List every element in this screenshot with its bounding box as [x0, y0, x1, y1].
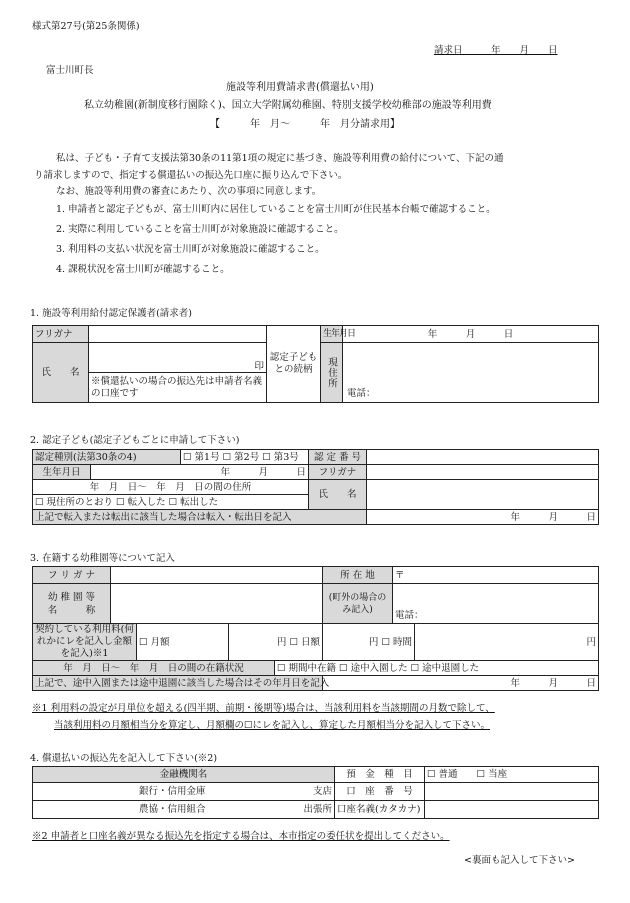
fee-label: 契約している利用料(何れかにレを記入し金額を記入)※1	[33, 624, 137, 661]
kg-name-label: 幼 稚 園 等 名 称	[33, 584, 111, 624]
form-title: 施設等利用費請求書(償還払い用)	[226, 82, 374, 93]
enroll-note: 上記で、途中入園または途中退園に該当した場合はその年月日を記入	[33, 676, 323, 691]
intro-text-1: 私は、子ども・子育て支援法第30条の11第1項の規定に基づき、施設等利用費の給付について、下記の通	[56, 153, 504, 164]
form-subtitle: 私立幼稚園(新制度移行園除く)、国立大学附属幼稚園、特別支援学校幼稚部の施設等利用費	[84, 100, 492, 111]
enroll-period-label: 年 月 日～ 年 月 日の間の在籍状況	[33, 661, 275, 676]
child-birth-label: 生年月日	[33, 465, 91, 480]
addressee: 富士川町長	[46, 65, 94, 76]
fee-month-amount[interactable]: 円 ☐ 日額	[229, 624, 323, 661]
address-label: 現住所	[321, 343, 343, 403]
move-note: 上記で転入または転出に該当した場合は転入・転出日を記入	[33, 510, 367, 525]
section-1-heading: 1. 施設等利用給付認定保護者(請求者)	[30, 308, 192, 319]
cert-number-label: 認 定 番 号	[309, 450, 367, 465]
postal-field[interactable]	[393, 567, 599, 584]
kg-name-field[interactable]	[111, 584, 323, 624]
child-furigana-field[interactable]	[367, 465, 599, 480]
name-label: 氏 名	[33, 343, 89, 403]
kg-address-field[interactable]	[393, 584, 599, 624]
deposit-type-label: 預 金 種 目	[335, 767, 425, 783]
fee-day-amount[interactable]: 円 ☐ 時間	[323, 624, 415, 661]
child-birth-field[interactable]: 年 月 日	[91, 465, 309, 480]
guardian-table	[32, 325, 599, 403]
consent-item: 1. 申請者と認定子どもが、富士川町内に居住していることを富士川町が住民基本台帳で確認すること。	[56, 204, 496, 215]
kg-furigana-field[interactable]	[111, 567, 323, 584]
union-kind-cell[interactable]: 農協・信用組合 出張所	[33, 801, 335, 819]
form-number: 様式第27号(第25条関係)	[32, 21, 140, 32]
account-note: ※償還払いの場合の振込先は申請者名義の口座です	[89, 373, 267, 403]
section-2-heading: 2. 認定子ども(認定子どもごとに申請して下さい)	[30, 435, 240, 446]
deposit-type-options[interactable]: ☐ 普通 ☐ 当座	[425, 767, 599, 783]
period-line: 【 年 月～ 年 月分請求用】	[210, 119, 400, 130]
guardian-birth-field[interactable]: 年 月 日	[343, 326, 599, 343]
kg-tel-label: 電話：	[395, 610, 424, 621]
tel-label: 電話：	[347, 388, 376, 399]
fee-month-option[interactable]: ☐ 月額	[137, 624, 229, 661]
intro-text-2: り請求しますので、指定する償還払いの振込先口座に振り込んで下さい。	[34, 170, 348, 181]
fee-hour-amount[interactable]: 円	[415, 624, 599, 661]
child-table	[32, 449, 599, 525]
location-label: 所 在 地	[323, 567, 393, 584]
address-options[interactable]: ☐ 現住所のとおり ☐ 転入した ☐ 転出した	[33, 495, 309, 510]
kg-furigana-label: フ リ ガ ナ	[33, 567, 111, 584]
consent-item: 4. 課税状況を富士川町が確認すること。	[56, 264, 230, 275]
furigana-label: フリガナ	[33, 326, 89, 343]
cert-type-options[interactable]: ☐ 第1号 ☐ 第2号 ☐ 第3号	[181, 450, 309, 465]
postal-mark: 〒	[395, 569, 405, 581]
bank-name-label: 金融機関名	[33, 767, 335, 783]
account-name-field[interactable]	[425, 801, 599, 819]
intro-text-3: なお、施設等利用費の審査にあたり、次の事項に同意します。	[56, 186, 322, 197]
section-3-heading: 3. 在籍する幼稚園等について記入	[30, 553, 175, 564]
cert-type-label: 認定種別(法第30条の4)	[33, 450, 181, 465]
child-name-label: 氏 名	[309, 480, 367, 510]
cert-number-field[interactable]	[367, 450, 599, 465]
consent-item: 3. 利用料の支払い状況を富士川町が対象施設に確認すること。	[56, 244, 325, 255]
enroll-options[interactable]: ☐ 期間中在籍 ☐ 途中入園した ☐ 途中退園した	[275, 661, 599, 676]
account-number-label: 口 座 番 号	[335, 783, 425, 801]
enroll-date-field[interactable]: 年 月 日	[323, 676, 599, 691]
relation-label: 認定子どもとの続柄	[267, 326, 321, 403]
consent-item: 2. 実際に利用していることを富士川町が対象施設に確認すること。	[56, 224, 344, 235]
birth-label: 生年月日	[321, 326, 343, 343]
outside-note: (町外の場合のみ記入)	[323, 584, 393, 624]
request-date[interactable]: 請求日 年 月 日	[434, 45, 558, 56]
bank-note: ※2 申請者と口座名義が異なる振込先を指定する場合は、本市指定の委任状を提出してください。	[32, 831, 450, 842]
bank-table	[32, 766, 599, 819]
fee-note-1: ※1 利用料の設定が月単位を超える(四半期、前期・後期等)場合は、当該利用料を当該期間の月数で除して、	[32, 703, 495, 714]
guardian-address-field[interactable]	[343, 343, 599, 403]
footer-note: <裏面も記入して下さい>	[464, 855, 575, 866]
fee-note-2: 当該利用料の月額相当分を算定し、月額欄の☐にレを記入し、算定した月額相当分を記入して下さい。	[54, 720, 491, 731]
child-furigana-label: フリガナ	[309, 465, 367, 480]
bank-kind-cell[interactable]: 銀行・信用金庫 支店	[33, 783, 335, 801]
kindergarten-table	[32, 566, 599, 691]
seal-mark: 印	[89, 343, 267, 373]
account-number-field[interactable]	[425, 783, 599, 801]
guardian-furigana-field[interactable]	[89, 326, 267, 343]
child-name-field[interactable]	[367, 480, 599, 510]
section-4-heading: 4. 償還払いの振込先を記入して下さい(※2)	[30, 753, 218, 764]
account-name-label: 口座名義(カタカナ)	[335, 801, 425, 819]
move-date-field[interactable]: 年 月 日	[367, 510, 599, 525]
address-period-label: 年 月 日～ 年 月 日の間の住所	[33, 480, 309, 495]
